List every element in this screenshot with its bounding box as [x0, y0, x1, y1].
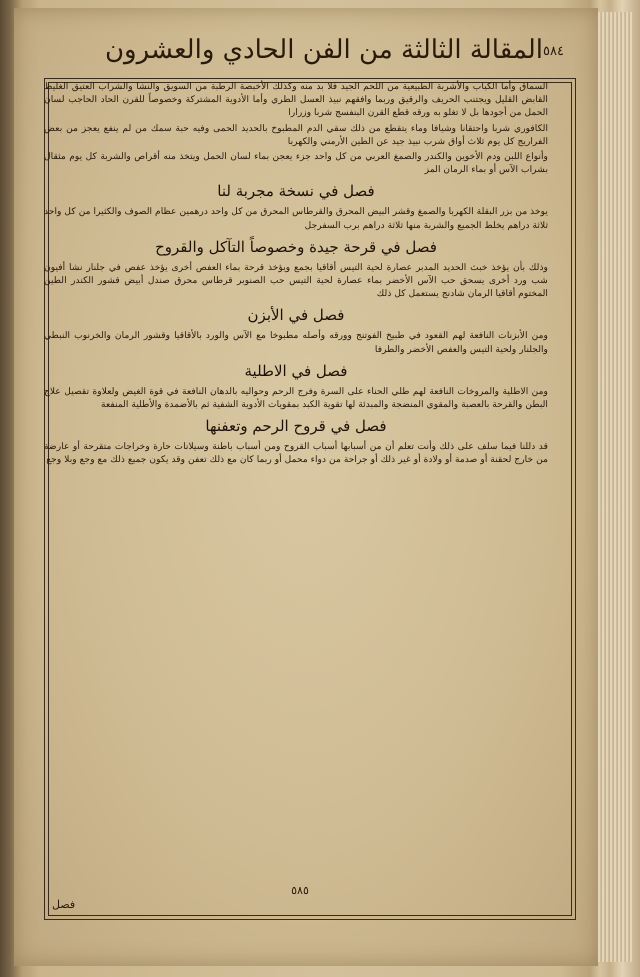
- section-heading: فصل في قروح الرحم وتعفنها: [205, 417, 387, 436]
- section-text: ومن الاطلية والمروخات النافعة لهم طلي الحناء على السرة وفرج الرحم وحواليه بالدهان النافعة في قوة الغيض ولعلاوة تقصيل علاج البطن والقرحة بالعصبة والمقوي المنضجة والمبدئة لها تقوية الكبد بمقويات الأدوية الشفية ثم بالأضمدة والأطلية المنفعة: [44, 385, 548, 411]
- section-heading: فصل في نسخة مجربة لنا: [217, 182, 375, 201]
- paragraph: وأنواع اللبن ودم الأخوين والكندر والصمغ العربي من كل واحد جزء يعجن بماء لسان الحمل ويتخذ منه أقراص والشربة كل يوم مثقال بشراب الآس أو بماء الرمان المز: [44, 151, 548, 176]
- section-heading: فصل في قرحة جيدة وخصوصاً التآكل والقروح: [155, 237, 437, 256]
- paragraph: الكافوري شربا واحتقانا وشيافا وماء يتقطع من ذلك سقي الدم المطبوخ بالحديد الحمى وفيه حبة سمك من لم ينفع يعجز من بعض الفراريج كل يوم ثلاث أواق شرب نبيذ جيد عن الطين الأرمني والكهربا: [44, 122, 548, 147]
- section-heading: فصل في الاطلية: [244, 361, 348, 380]
- page-edges: [598, 12, 632, 962]
- catchword: فصل: [52, 898, 76, 911]
- section-text: وذلك بأن يؤخذ خبث الحديد المدبر عصارة لحية التيس أقاقيا بجمع ويؤخذ قرحة بماء العفص أخرى يؤخذ عفص في جلنار نشا أفيون شب ورد أخرى يسحق حب الآس الأخضر بماء عصارة لحية التيس حب الصنوبر قرطاس محرق صندل أبيض قشور الكندر الطين المختوم أقاقيا الرمان شادنج يستعمل كل ذلك: [44, 261, 548, 300]
- header-page-number: ٥٨٤: [543, 44, 564, 59]
- footer-page-number: ٥٨٥: [291, 884, 309, 897]
- section-text: يوخذ من بزر البقلة الكهربا والصمغ وقشر البيض المحرق والقرطاس المحرق من كل واحد درهمين عظام الصوف والكثيرا من كل واحد ثلاثة دراهم يخلط الجميع والشربة منها ثلاثة دراهم برب السفرجل: [44, 206, 548, 231]
- section-heading: فصل في الأبزن: [247, 306, 345, 325]
- page-title: المقالة الثالثة من الفن الحادي والعشرون: [104, 35, 544, 65]
- section-text: قد دللنا فيما سلف على ذلك وأنت تعلم أن من أسبابها أسباب القروح ومن أسباب باطنة وسيلانات حارة وخراجات متقرحة أو عارضة من خارج لحقنة أو صدمة أو ولادة أو غير ذلك أو جراحة من دواء محمل أو ربما كان مع ذلك تعفن وقد يكون جميع ذلك مع وجع وبلا وجع: [44, 441, 548, 466]
- paragraph: السماق وأما الكباب والأشربة الطبيعية من اللحم الجيد فلا بد منه وكذلك الأخبصة الرطبة من السويق والنشا والشراب العتيق الغليظ القابض القليل ويجتنب الحريف والرقيق وربما وافقهم نبيذ العسل الطري وأما الأدوية المشتركة وخصوصاً للقرن الحاد الحاجب لسان الحمل من أجودها بل لا تغلو به ورقه قطع القرن البنفسج شربا وزرارا: [44, 81, 548, 119]
- section-text: ومن الأبزنات النافعة لهم القعود في طبيخ الفوتنج وورقه وأصله مطبوخا مع الآس والورد بالأقاقيا وقشور الرمان والخرنوب النبطي والجلنار ولحية التيس والعفص الأخضر والطرفا: [44, 330, 548, 355]
- page-body: [44, 80, 548, 880]
